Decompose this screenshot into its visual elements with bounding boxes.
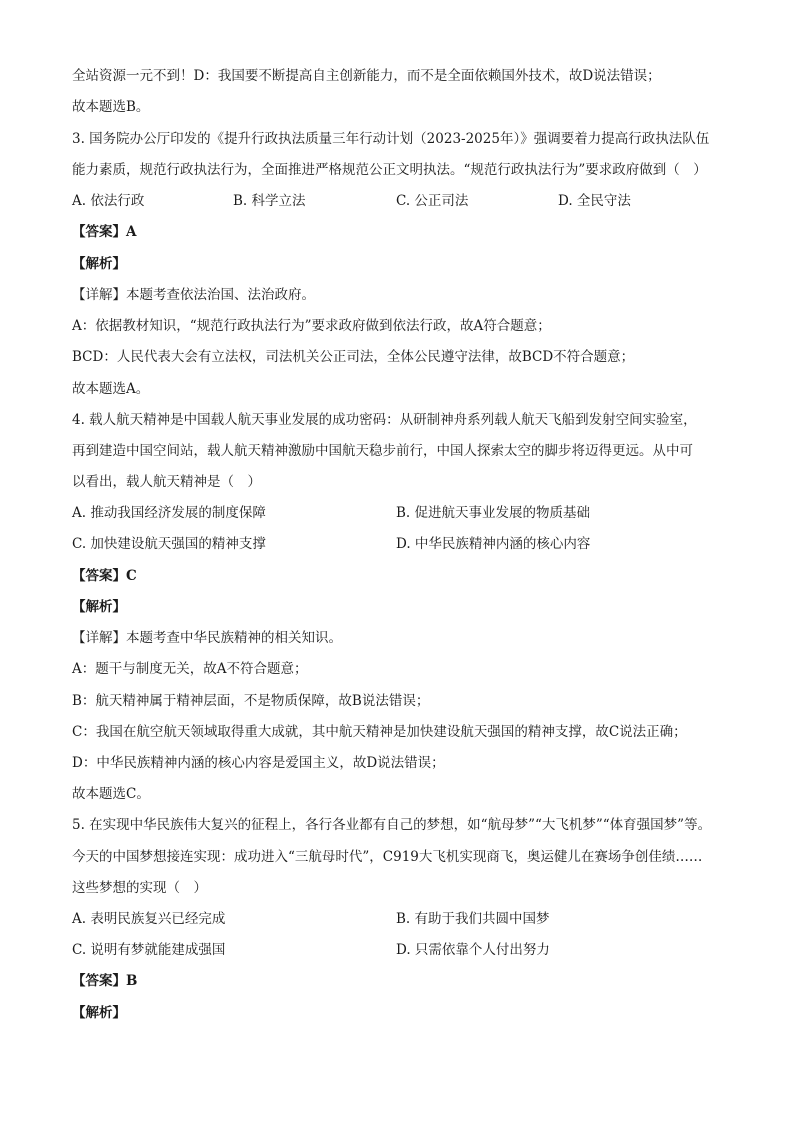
question-4-analysis-label: 【解析】 [72,599,126,615]
question-3-explanation: A：依据教材知识，“规范行政执法行为”要求政府做到依法行政，故A符合题意； [72,318,551,334]
question-3-answer: 【答案】A [72,224,137,240]
question-3-stem: 能力素质，规范行政执法行为，全面推进严格规范公正文明执法。“规范行政执法行为”要求政府做到（ ） [72,162,707,178]
question-5-option-a: A. 表明民族复兴已经完成 [72,911,226,927]
question-5-stem: 这些梦想的实现（ ） [72,880,207,896]
question-4-option-d: D. 中华民族精神内涵的核心内容 [396,536,591,552]
question-4-explanation: A：题干与制度无关，故A不符合题意； [72,661,308,677]
question-3-option-d: D. 全民守法 [558,193,631,209]
question-4-explanation: C：我国在航空航天领域取得重大成就，其中航天精神是加快建设航天强国的精神支撑，故C说法正确； [72,724,687,740]
question-5-answer: 【答案】B [72,973,138,989]
question-4-stem: 4. 载人航天精神是中国载人航天事业发展的成功密码：从研制神舟系列载人航天飞船到发射空间实验室， [72,412,697,428]
question-5-stem: 今天的中国梦想接连实现：成功进入“三航母时代”，C919大飞机实现商飞，奥运健儿在赛场争创佳绩…… [72,849,703,865]
question-3-explanation: 故本题选A。 [72,381,150,397]
text-line: 故本题选B。 [72,99,150,115]
question-3-option-b: B. 科学立法 [233,193,306,209]
question-4-explanation: D：中华民族精神内涵的核心内容是爱国主义，故D说法错误； [72,755,445,771]
question-5-stem: 5. 在实现中华民族伟大复兴的征程上，各行各业都有自己的梦想，如“航母梦”“大飞机梦”“体育强国梦”等。 [72,817,712,833]
question-5-option-c: C. 说明有梦就能建成强国 [72,942,226,958]
question-3-detail: 【详解】本题考查依法治国、法治政府。 [72,287,315,303]
question-3-analysis-label: 【解析】 [72,256,126,272]
question-3-option-a: A. 依法行政 [72,193,145,209]
text-line: 全站资源一元不到！D：我国要不断提高自主创新能力，而不是全面依赖国外技术，故D说法错误； [72,68,661,84]
question-4-explanation: B：航天精神属于精神层面，不是物质保障，故B说法错误； [72,693,430,709]
question-4-detail: 【详解】本题考查中华民族精神的相关知识。 [72,630,342,646]
question-4-stem: 以看出，载人航天精神是（ ） [72,474,261,490]
question-5-option-d: D. 只需依靠个人付出努力 [396,942,550,958]
question-4-option-c: C. 加快建设航天强国的精神支撑 [72,536,266,552]
question-3-option-c: C. 公正司法 [396,193,469,209]
question-5-option-b: B. 有助于我们共圆中国梦 [396,911,550,927]
question-3-stem: 3. 国务院办公厅印发的《提升行政执法质量三年行动计划（2023-2025年）》强调要着力提高行政执法队伍 [72,131,710,147]
question-4-stem: 再到建造中国空间站，载人航天精神激励中国航天稳步前行，中国人探索太空的脚步将迈得更远。从中可 [72,443,693,459]
question-4-option-a: A. 推动我国经济发展的制度保障 [72,505,266,521]
question-4-option-b: B. 促进航天事业发展的物质基础 [396,505,591,521]
question-4-explanation: 故本题选C。 [72,786,150,802]
question-5-analysis-label: 【解析】 [72,1005,126,1021]
question-4-answer: 【答案】C [72,568,137,584]
question-3-explanation: BCD：人民代表大会有立法权，司法机关公正司法，全体公民遵守法律，故BCD不符合题意； [72,349,635,365]
